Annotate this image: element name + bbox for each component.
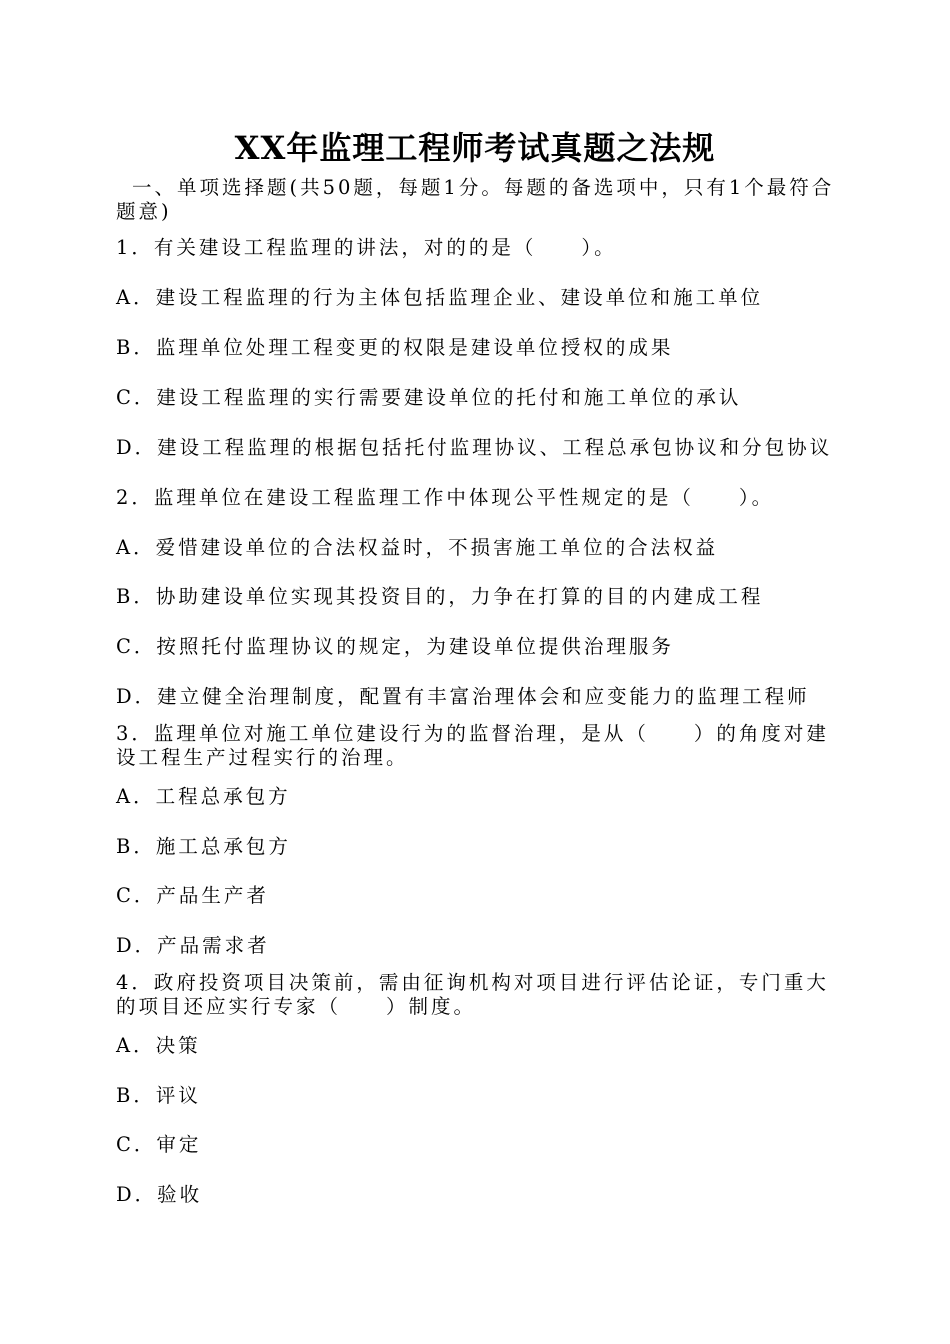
section-heading: 一、单项选择题(共50题，每题1分。每题的备选项中，只有1个最符合	[132, 176, 835, 199]
question-3-option-b: B．施工总承包方	[116, 835, 291, 858]
document-title: XX年监理工程师考试真题之法规	[234, 129, 716, 167]
question-4-option-c: C．审定	[116, 1133, 202, 1156]
question-2-option-a: A．爱惜建设单位的合法权益时，不损害施工单位的合法权益	[116, 536, 719, 559]
question-3-option-c: C．产品生产者	[116, 884, 269, 907]
question-3-option-a: A．工程总承包方	[116, 785, 291, 808]
question-4-stem-continued: 的项目还应实行专家（ ）制度。	[116, 995, 477, 1018]
question-4-option-d: D．验收	[116, 1183, 203, 1206]
question-1-stem: 1．有关建设工程监理的讲法，对的的是（ ）。	[116, 236, 617, 259]
question-3-stem-continued: 设工程生产过程实行的治理。	[116, 746, 409, 769]
question-2-option-c: C．按照托付监理协议的规定，为建设单位提供治理服务	[116, 635, 674, 658]
question-4-option-a: A．决策	[116, 1034, 201, 1057]
question-1-option-a: A．建设工程监理的行为主体包括监理企业、建设单位和施工单位	[116, 286, 764, 309]
question-3-stem: 3．监理单位对施工单位建设行为的监督治理，是从（ ）的角度对建	[116, 722, 829, 745]
question-4-stem: 4．政府投资项目决策前，需由征询机构对项目进行评估论证，专门重大	[116, 971, 829, 994]
question-2-option-d: D．建立健全治理制度，配置有丰富治理体会和应变能力的监理工程师	[116, 685, 810, 708]
question-3-option-d: D．产品需求者	[116, 934, 270, 957]
question-1-option-d: D．建设工程监理的根据包括托付监理协议、工程总承包协议和分包协议	[116, 436, 833, 459]
question-2-stem: 2．监理单位在建设工程监理工作中体现公平性规定的是（ ）。	[116, 486, 775, 509]
question-1-option-c: C．建设工程监理的实行需要建设单位的托付和施工单位的承认	[116, 386, 742, 409]
section-heading-continued: 题意)	[116, 200, 172, 223]
question-1-option-b: B．监理单位处理工程变更的权限是建设单位授权的成果	[116, 336, 674, 359]
question-4-option-b: B．评议	[116, 1084, 201, 1107]
question-2-option-b: B．协助建设单位实现其投资目的，力争在打算的目的内建成工程	[116, 585, 764, 608]
